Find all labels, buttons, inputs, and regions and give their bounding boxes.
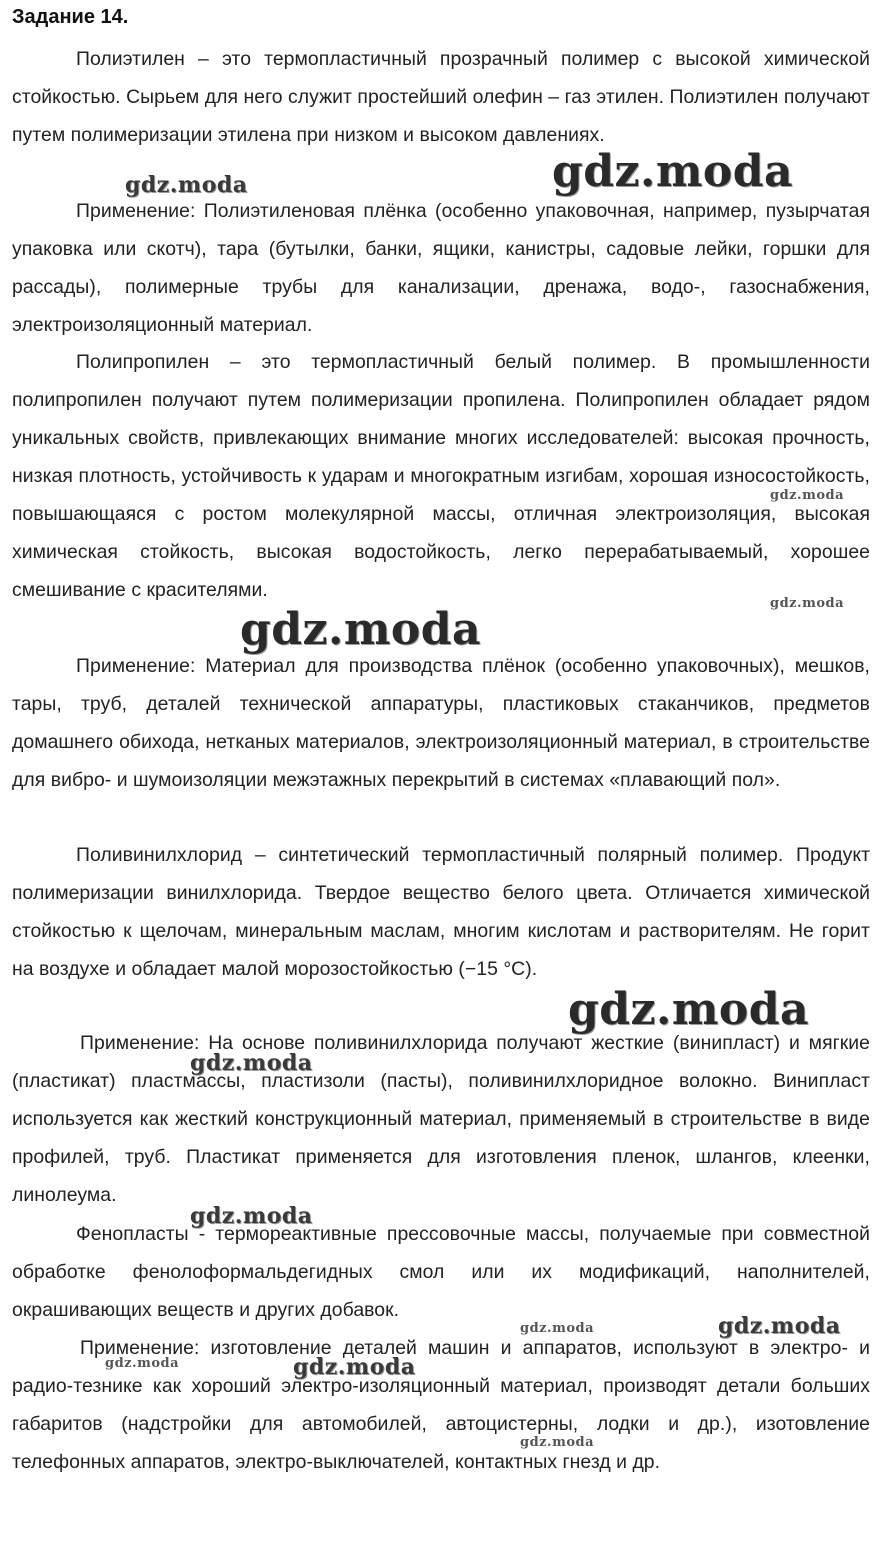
paragraph-polyethylene: Полиэтилен – это термопластичный прозрачный полимер с высокой химической стойкостью. Сырьем для него служит простейший олефин – газ этилен. Полиэтилен получают путем полимеризации этилена при низком и высоком давлениях. xyxy=(12,48,870,146)
watermark-logo: gdz.moda xyxy=(240,604,482,655)
paragraph-polyethylene-usage: Применение: Полиэтиленовая плёнка (особенно упаковочная, например, пузырчатая упаковка или скотч), тара (бутылки, банки, ящики, канистры, садовые лейки, горшки для рассады), полимерные трубы для канализации, дренажа, водо-, газоснабжения, электроизоляционный материал. xyxy=(12,200,870,336)
watermark-logo: gdz.moda xyxy=(568,984,810,1035)
watermark-logo: gdz.moda xyxy=(293,1354,416,1380)
paragraph-polypropylene-usage: Применение: Материал для производства плёнок (особенно упаковочных), мешков, тары, труб, деталей технической аппаратуры, пластиковых стаканчиков, предметов домашнего обихода, нетканых материалов, электроизоляционный материал, в строительстве для вибро- и шумоизоляции межэтажных перекрытий в системах «плавающий пол». xyxy=(12,655,870,791)
watermark-logo: gdz.moda xyxy=(125,172,248,198)
paragraph-phenoplasts-usage: Применение: изготовление деталей машин и аппаратов, используют в электро- и радио-тезнике как хороший электро-изоляционный материал, производят детали больших габаритов (надстройки для автомобилей, автоцистерны, лодки и др.), изотовление телефонных аппаратов, электро-выключателей, контактных гнезд и др. xyxy=(12,1337,870,1473)
watermark-logo: gdz.moda xyxy=(770,596,845,611)
watermark-logo: gdz.moda xyxy=(190,1203,313,1229)
watermark-logo: gdz.moda xyxy=(520,1435,595,1450)
paragraph-pvc: Поливинилхлорид – синтетический термопластичный полярный полимер. Продукт полимеризации винилхлорида. Твердое вещество белого цвета. Отличается химической стойкостью к щелочам, минеральным маслам, многим кислотам и растворителям. Не горит на воздухе и обладает малой морозостойкостью (−15 °С). xyxy=(12,844,870,980)
watermark-logo: gdz.moda xyxy=(718,1313,841,1339)
task-title: Задание 14. xyxy=(12,6,129,28)
watermark-logo: gdz.moda xyxy=(190,1050,313,1076)
paragraph-phenoplasts: Фенопласты - термореактивные прессовочные массы, получаемые при совместной обработке фенолоформальдегидных смол или их модификаций, наполнителей, окрашивающих веществ и других добавок. xyxy=(12,1223,870,1321)
paragraph-pvc-usage: Применение: На основе поливинилхлорида получают жесткие (винипласт) и мягкие (пластикат) пластмассы, пластизоли (пасты), поливинилхлоридное волокно. Винипласт используется как жесткий конструкционный материал, применяемый в строительстве в виде профилей, труб. Пластикат применяется для изготовления пленок, шлангов, клеенки, линолеума. xyxy=(12,1032,870,1206)
watermark-logo: gdz.moda xyxy=(105,1356,180,1371)
watermark-logo: gdz.moda xyxy=(520,1321,595,1336)
watermark-logo: gdz.moda xyxy=(770,488,845,503)
paragraph-polypropylene: Полипропилен – это термопластичный белый полимер. В промышленности полипропилен получают путем полимеризации пропилена. Полипропилен обладает рядом уникальных свойств, привлекающих внимание многих исследователей: высокая прочность, низкая плотность, устойчивость к ударам и многократным изгибам, хорошая износостойкость, повышающаяся с ростом молекулярной массы, отличная электроизоляция, высокая химическая стойкость, высокая водостойкость, легко перерабатываемый, хорошее смешивание с красителями. xyxy=(12,351,870,601)
watermark-logo: gdz.moda xyxy=(552,146,794,197)
